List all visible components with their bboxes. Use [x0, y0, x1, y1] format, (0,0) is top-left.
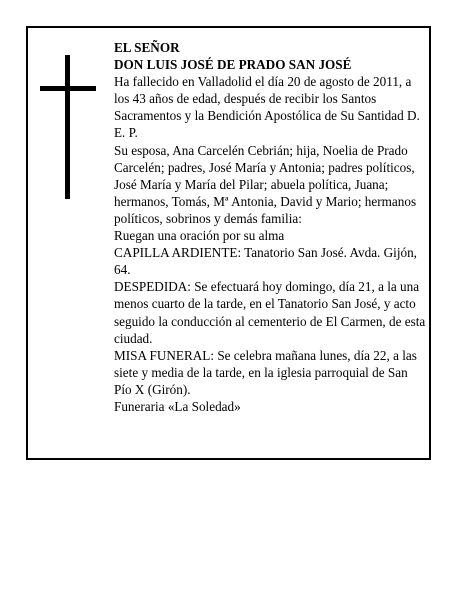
- despedida: DESPEDIDA: Se efectuará hoy domingo, día 21, a la una menos cuarto de la tarde, en el Tanatorio San José, y acto seguido la conducción al cementerio de El Carmen, de esta ciudad.: [114, 279, 426, 346]
- funeral-home: Funeraria «La Soledad»: [114, 398, 241, 414]
- cross-horizontal-bar: [40, 86, 96, 91]
- misa-funeral: MISA FUNERAL: Se celebra mañana lunes, día 22, a las siete y media de la tarde, en la iglesia parroquial de San Pío X (Girón).: [114, 347, 417, 397]
- capilla-ardiente: CAPILLA ARDIENTE: Tanatorio San José. Avda. Gijón, 64.: [114, 245, 417, 278]
- death-announcement: Ha fallecido en Valladolid el día 20 de agosto de 2011, a los 43 años de edad, después de recibir los Santos Sacramentos y la Bendición Apostólica de Su Santidad D. E. P.: [114, 74, 420, 141]
- prayer-request: Ruegan una oración por su alma: [114, 228, 285, 244]
- notice-heading-title: EL SEÑOR: [114, 40, 180, 55]
- cross-vertical-bar: [65, 55, 70, 199]
- family-list: Su esposa, Ana Carcelén Cebrián; hija, Noelia de Prado Carcelén; padres, José María y Antonia; padres políticos, José María y María del Pilar; abuela política, Juana; hermanos, Tomás, Mª Antonia, David y Mario; hermanos políticos, sobrinos y demás familia:: [114, 142, 417, 226]
- obituary-notice: [26, 26, 431, 460]
- notice-text: [114, 39, 426, 415]
- cross-icon: [40, 55, 96, 199]
- deceased-name: DON LUIS JOSÉ DE PRADO SAN JOSÉ: [114, 57, 352, 73]
